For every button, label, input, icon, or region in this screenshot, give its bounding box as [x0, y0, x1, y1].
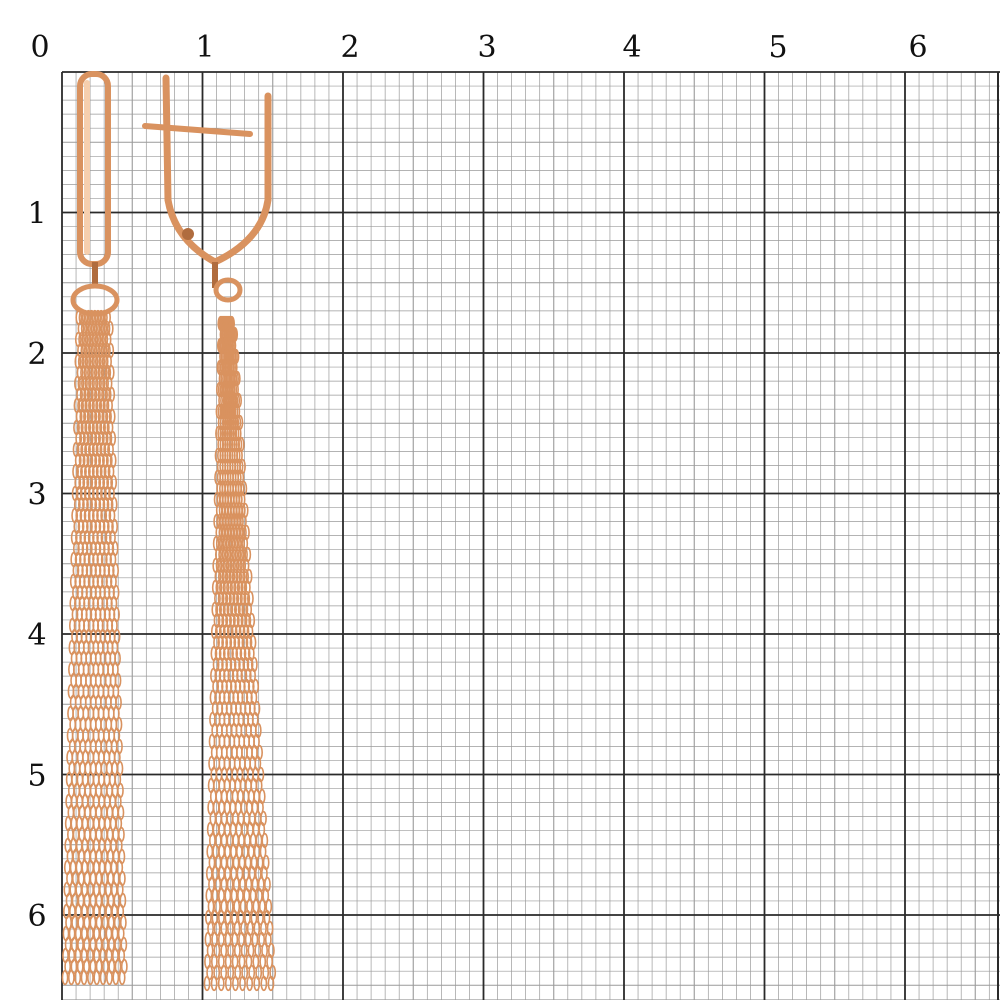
ruler-label-x: 4 [622, 30, 642, 65]
ruler-label-x: 0 [30, 30, 50, 65]
left-earring-connector [92, 262, 98, 286]
ruler-label-y: 6 [27, 899, 47, 934]
right-earring-hinge [182, 228, 194, 240]
ruler-label-x: 2 [340, 30, 360, 65]
ruler-label-x: 1 [195, 30, 215, 65]
ruler-label-y: 1 [27, 196, 47, 232]
left-earring-hook-highlight [84, 80, 90, 255]
ruler-label-y: 3 [27, 477, 47, 513]
ruler-label-x: 6 [908, 30, 928, 65]
ruler-label-y: 4 [27, 618, 47, 653]
ruler-label-x: 5 [768, 30, 788, 65]
ruler-label-y: 5 [27, 758, 47, 794]
ruler-label-y: 2 [27, 337, 47, 372]
ruler-label-x: 3 [477, 30, 497, 65]
